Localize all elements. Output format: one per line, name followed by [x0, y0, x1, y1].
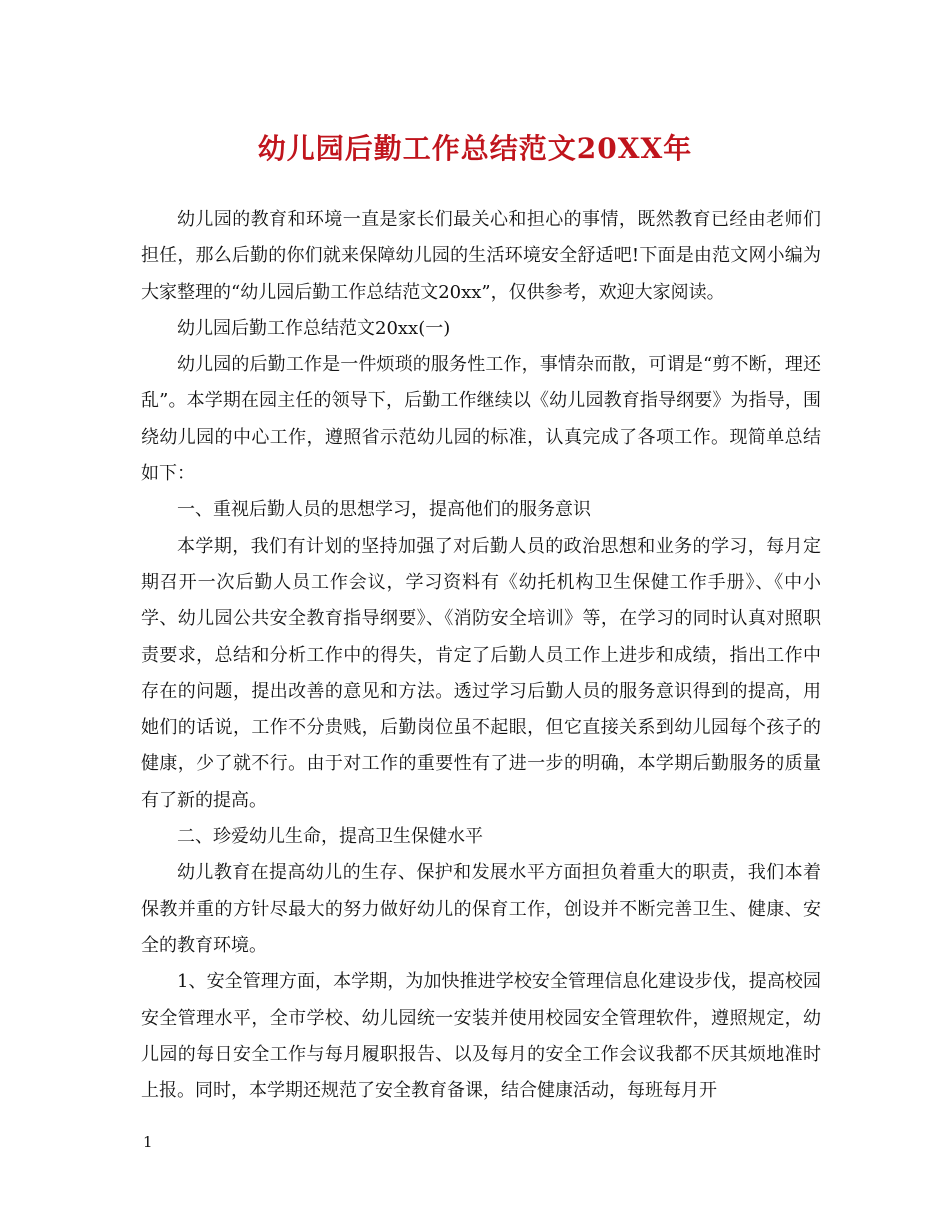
body-paragraph: 幼儿园的后勤工作是一件烦琐的服务性工作，事情杂而散，可谓是“剪不断，理还乱”。本学期在园主任的领导下，后勤工作继续以《幼儿园教育指导纲要》为指导，围绕幼儿园的中心工作，遵照省示范幼儿园的标准，认真完成了各项工作。现简单总结如下： [141, 354, 821, 485]
body-paragraph: 幼儿教育在提高幼儿的生存、保护和发展水平方面担负着重大的职责，我们本着保教并重的方针尽最大的努力做好幼儿的保育工作，创设并不断完善卫生、健康、安全的教育环境。 [141, 862, 821, 956]
body-paragraph: 本学期，我们有计划的坚持加强了对后勤人员的政治思想和业务的学习，每月定期召开一次后勤人员工作会议，学习资料有《幼托机构卫生保健工作手册》、《中小学、幼儿园公共安全教育指导纲要》、《消防安全培训》等，在学习的同时认真对照职责要求，总结和分析工作中的得失，肯定了后勤人员工作上进步和成绩，指出工作中存在的问题，提出改善的意见和方法。透过学习后勤人员的服务意识得到的提高，用她们的话说，工作不分贵贱，后勤岗位虽不起眼，但它直接关系到幼儿园每个孩子的健康，少了就不行。由于对工作的重要性有了进一步的明确，本学期后勤服务的质量有了新的提高。 [141, 535, 821, 811]
section-heading-1: 幼儿园后勤工作总结范文20xx(一) [177, 317, 451, 339]
body-paragraph: 1、安全管理方面，本学期，为加快推进学校安全管理信息化建设步伐，提高校园安全管理水平，全市学校、幼儿园统一安装并使用校园安全管理软件，遵照规定，幼儿园的每日安全工作与每月履职报告、以及每月的安全工作会议我都不厌其烦地准时上报。同时，本学期还规范了安全教育备课，结合健康活动，每班每月开 [141, 971, 821, 1102]
page-number: 1 [143, 1133, 153, 1151]
document-body [141, 202, 821, 1109]
subsection-heading-1: 一、重视后勤人员的思想学习，提高他们的服务意识 [177, 499, 591, 521]
subsection-heading-2: 二、珍爱幼儿生命，提高卫生保健水平 [177, 826, 483, 848]
intro-paragraph: 幼儿园的教育和环境一直是家长们最关心和担心的事情，既然教育已经由老师们担任，那么后勤的你们就来保障幼儿园的生活环境安全舒适吧!下面是由范文网小编为大家整理的“幼儿园后勤工作总结范文20xx”，仅供参考，欢迎大家阅读。 [141, 209, 821, 303]
document-title: 幼儿园后勤工作总结范文20XX年 [257, 132, 693, 165]
